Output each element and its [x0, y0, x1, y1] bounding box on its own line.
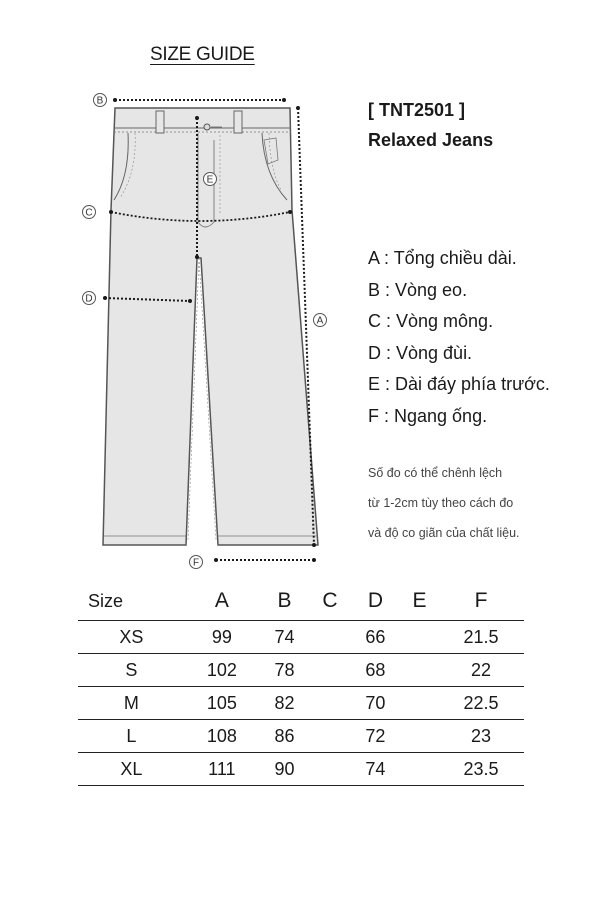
cell-b: 78 [259, 654, 310, 687]
cell-f: 22.5 [438, 687, 524, 720]
svg-text:F: F [192, 557, 200, 569]
button-icon [204, 124, 210, 130]
page-title: SIZE GUIDE [150, 44, 255, 65]
cell-size: XS [78, 621, 185, 654]
cell-a: 102 [185, 654, 259, 687]
cell-f: 22 [438, 654, 524, 687]
cell-f: 23 [438, 720, 524, 753]
svg-text:D: D [85, 293, 93, 305]
measurement-legend [368, 243, 593, 432]
marker-e [204, 173, 217, 186]
product-code: [ TNT2501 ] [368, 100, 466, 120]
legend-item-c: C : Vòng mông. [368, 311, 494, 331]
measurement-note [368, 458, 588, 548]
note-line: Số đo có thể chênh lệch [368, 466, 503, 480]
table-header-row [78, 582, 524, 621]
legend-item-d: D : Vòng đùi. [368, 342, 473, 363]
cell-b: 82 [259, 687, 310, 720]
cell-size: L [78, 720, 185, 753]
legend-item-b: B : Vòng eo. [368, 279, 468, 300]
cell-a: 111 [185, 753, 259, 786]
cell-e [401, 654, 438, 687]
svg-text:C: C [85, 207, 93, 219]
svg-text:B: B [96, 95, 104, 107]
cell-b: 90 [259, 753, 310, 786]
col-header-a: A [214, 589, 229, 612]
col-header-d: D [367, 589, 383, 612]
cell-a: 108 [185, 720, 259, 753]
cell-size: S [78, 654, 185, 687]
cell-d: 68 [350, 654, 401, 687]
cell-d: 70 [350, 687, 401, 720]
belt-loop [156, 111, 164, 133]
belt-loop [234, 111, 242, 133]
cell-a: 99 [185, 621, 259, 654]
cell-f: 23.5 [438, 753, 524, 786]
cell-b: 86 [259, 720, 310, 753]
cell-d: 66 [350, 621, 401, 654]
marker-b [94, 94, 107, 107]
note-line: từ 1-2cm tùy theo cách đo [368, 496, 514, 510]
legend-item-e: E : Dài đáy phía trước. [368, 374, 550, 394]
note-line: và độ co giãn của chất liệu. [368, 526, 520, 540]
cell-c [310, 720, 350, 753]
cell-c [310, 654, 350, 687]
table-row [78, 654, 524, 687]
cell-a: 105 [185, 687, 259, 720]
marker-f [190, 556, 203, 569]
col-header-c: C [322, 589, 338, 612]
cell-size: XL [78, 753, 185, 786]
marker-a [314, 314, 327, 327]
cell-c [310, 687, 350, 720]
cell-b: 74 [259, 621, 310, 654]
table-row [78, 687, 524, 720]
col-header-b: B [277, 589, 292, 612]
cell-e [401, 621, 438, 654]
cell-f: 21.5 [438, 621, 524, 654]
table-row [78, 720, 524, 753]
product-name: Relaxed Jeans [368, 130, 494, 150]
marker-c [83, 206, 96, 219]
cell-d: 72 [350, 720, 401, 753]
cell-e [401, 687, 438, 720]
cell-e [401, 753, 438, 786]
col-header-f: F [474, 589, 488, 612]
svg-text:A: A [316, 315, 324, 327]
table-row [78, 621, 524, 654]
size-table [78, 582, 524, 786]
table-row [78, 753, 524, 786]
col-header-size: Size [88, 590, 124, 611]
cell-e [401, 720, 438, 753]
legend-item-f: F : Ngang ống. [368, 405, 488, 426]
cell-size: M [78, 687, 185, 720]
legend-item-a: A : Tổng chiều dài. [368, 248, 517, 268]
cell-d: 74 [350, 753, 401, 786]
cell-c [310, 753, 350, 786]
col-header-e: E [412, 589, 427, 612]
svg-text:E: E [206, 174, 214, 186]
cell-c [310, 621, 350, 654]
marker-d [83, 292, 96, 305]
